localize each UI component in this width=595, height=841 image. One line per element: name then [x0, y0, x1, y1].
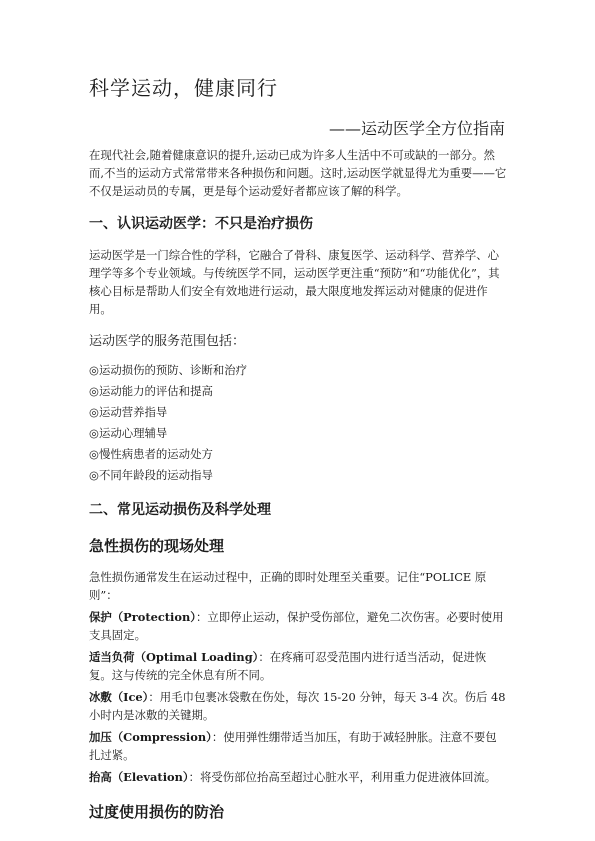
intro-paragraph: 在现代社会,随着健康意识的提升,运动已成为许多人生活中不可或缺的一部分。然而,不当的运动方式常常带来各种损伤和问题。这时,运动医学就显得尤为重要——它不仅是运动员的专属，更是每个运动爱好者都应该了解的科学。	[89, 148, 507, 198]
police-item-compression	[89, 728, 507, 764]
list-item: ◎运动损伤的预防、诊断和治疗	[89, 363, 248, 377]
police-text: ：用毛巾包裹冰袋敷在伤处，每次 15-20 分钟，每天 3-4 次。伤后 48 小时内是冰敷的关键期。	[89, 690, 506, 722]
scope-lead: 运动医学的服务范围包括：	[89, 334, 246, 349]
police-term: 冰敷（Ice）	[89, 690, 149, 704]
police-term: 抬高（Elevation）	[89, 770, 189, 784]
list-item: ◎不同年龄段的运动指导	[89, 468, 213, 482]
police-term: 适当负荷（Optimal Loading）	[89, 650, 259, 664]
police-item-protection	[89, 608, 507, 644]
police-term: 加压（Compression）	[89, 730, 212, 744]
acute-intro-paragraph: 急性损伤通常发生在运动过程中，正确的即时处理至关重要。记住“POLICE 原则”：	[89, 570, 487, 602]
document-title: 科学运动，健康同行	[89, 76, 278, 100]
overuse-injury-heading: 过度使用损伤的防治	[89, 803, 225, 821]
list-item: ◎慢性病患者的运动处方	[89, 447, 213, 461]
list-item: ◎运动能力的评估和提高	[89, 384, 213, 398]
acute-injury-heading: 急性损伤的现场处理	[89, 537, 225, 555]
police-text: ：在疼痛可忍受范围内进行适当活动，促进恢复。这与传统的完全休息有所不同。	[89, 650, 487, 682]
police-text: ：使用弹性绷带适当加压，有助于减轻肿胀。注意不要包扎过紧。	[89, 730, 497, 762]
section-1-paragraph: 运动医学是一门综合性的学科，它融合了骨科、康复医学、运动科学、营养学、心理学等多个专业领域。与传统医学不同，运动医学更注重“预防”和“功能优化”，其核心目标是帮助人们安全有效地进行运动，最大限度地发挥运动对健康的促进作用。	[89, 248, 500, 316]
police-term: 保护（Protection）	[89, 610, 196, 624]
section-2-heading: 二、常见运动损伤及科学处理	[89, 502, 271, 518]
list-item: ◎运动心理辅导	[89, 426, 168, 440]
police-item-elevation	[89, 768, 507, 786]
section-1-heading: 一、认识运动医学：不只是治疗损伤	[89, 216, 313, 232]
police-text: ：将受伤部位抬高至超过心脏水平，利用重力促进液体回流。	[188, 770, 497, 784]
police-item-ice	[89, 688, 507, 724]
list-item: ◎运动营养指导	[89, 405, 168, 419]
scope-list	[89, 360, 507, 486]
document-subtitle: ——运动医学全方位指南	[328, 119, 505, 138]
police-text: ：立即停止运动，保护受伤部位，避免二次伤害。必要时使用支具固定。	[89, 610, 504, 642]
police-item-optimal-loading	[89, 648, 507, 684]
document-body	[89, 146, 507, 834]
